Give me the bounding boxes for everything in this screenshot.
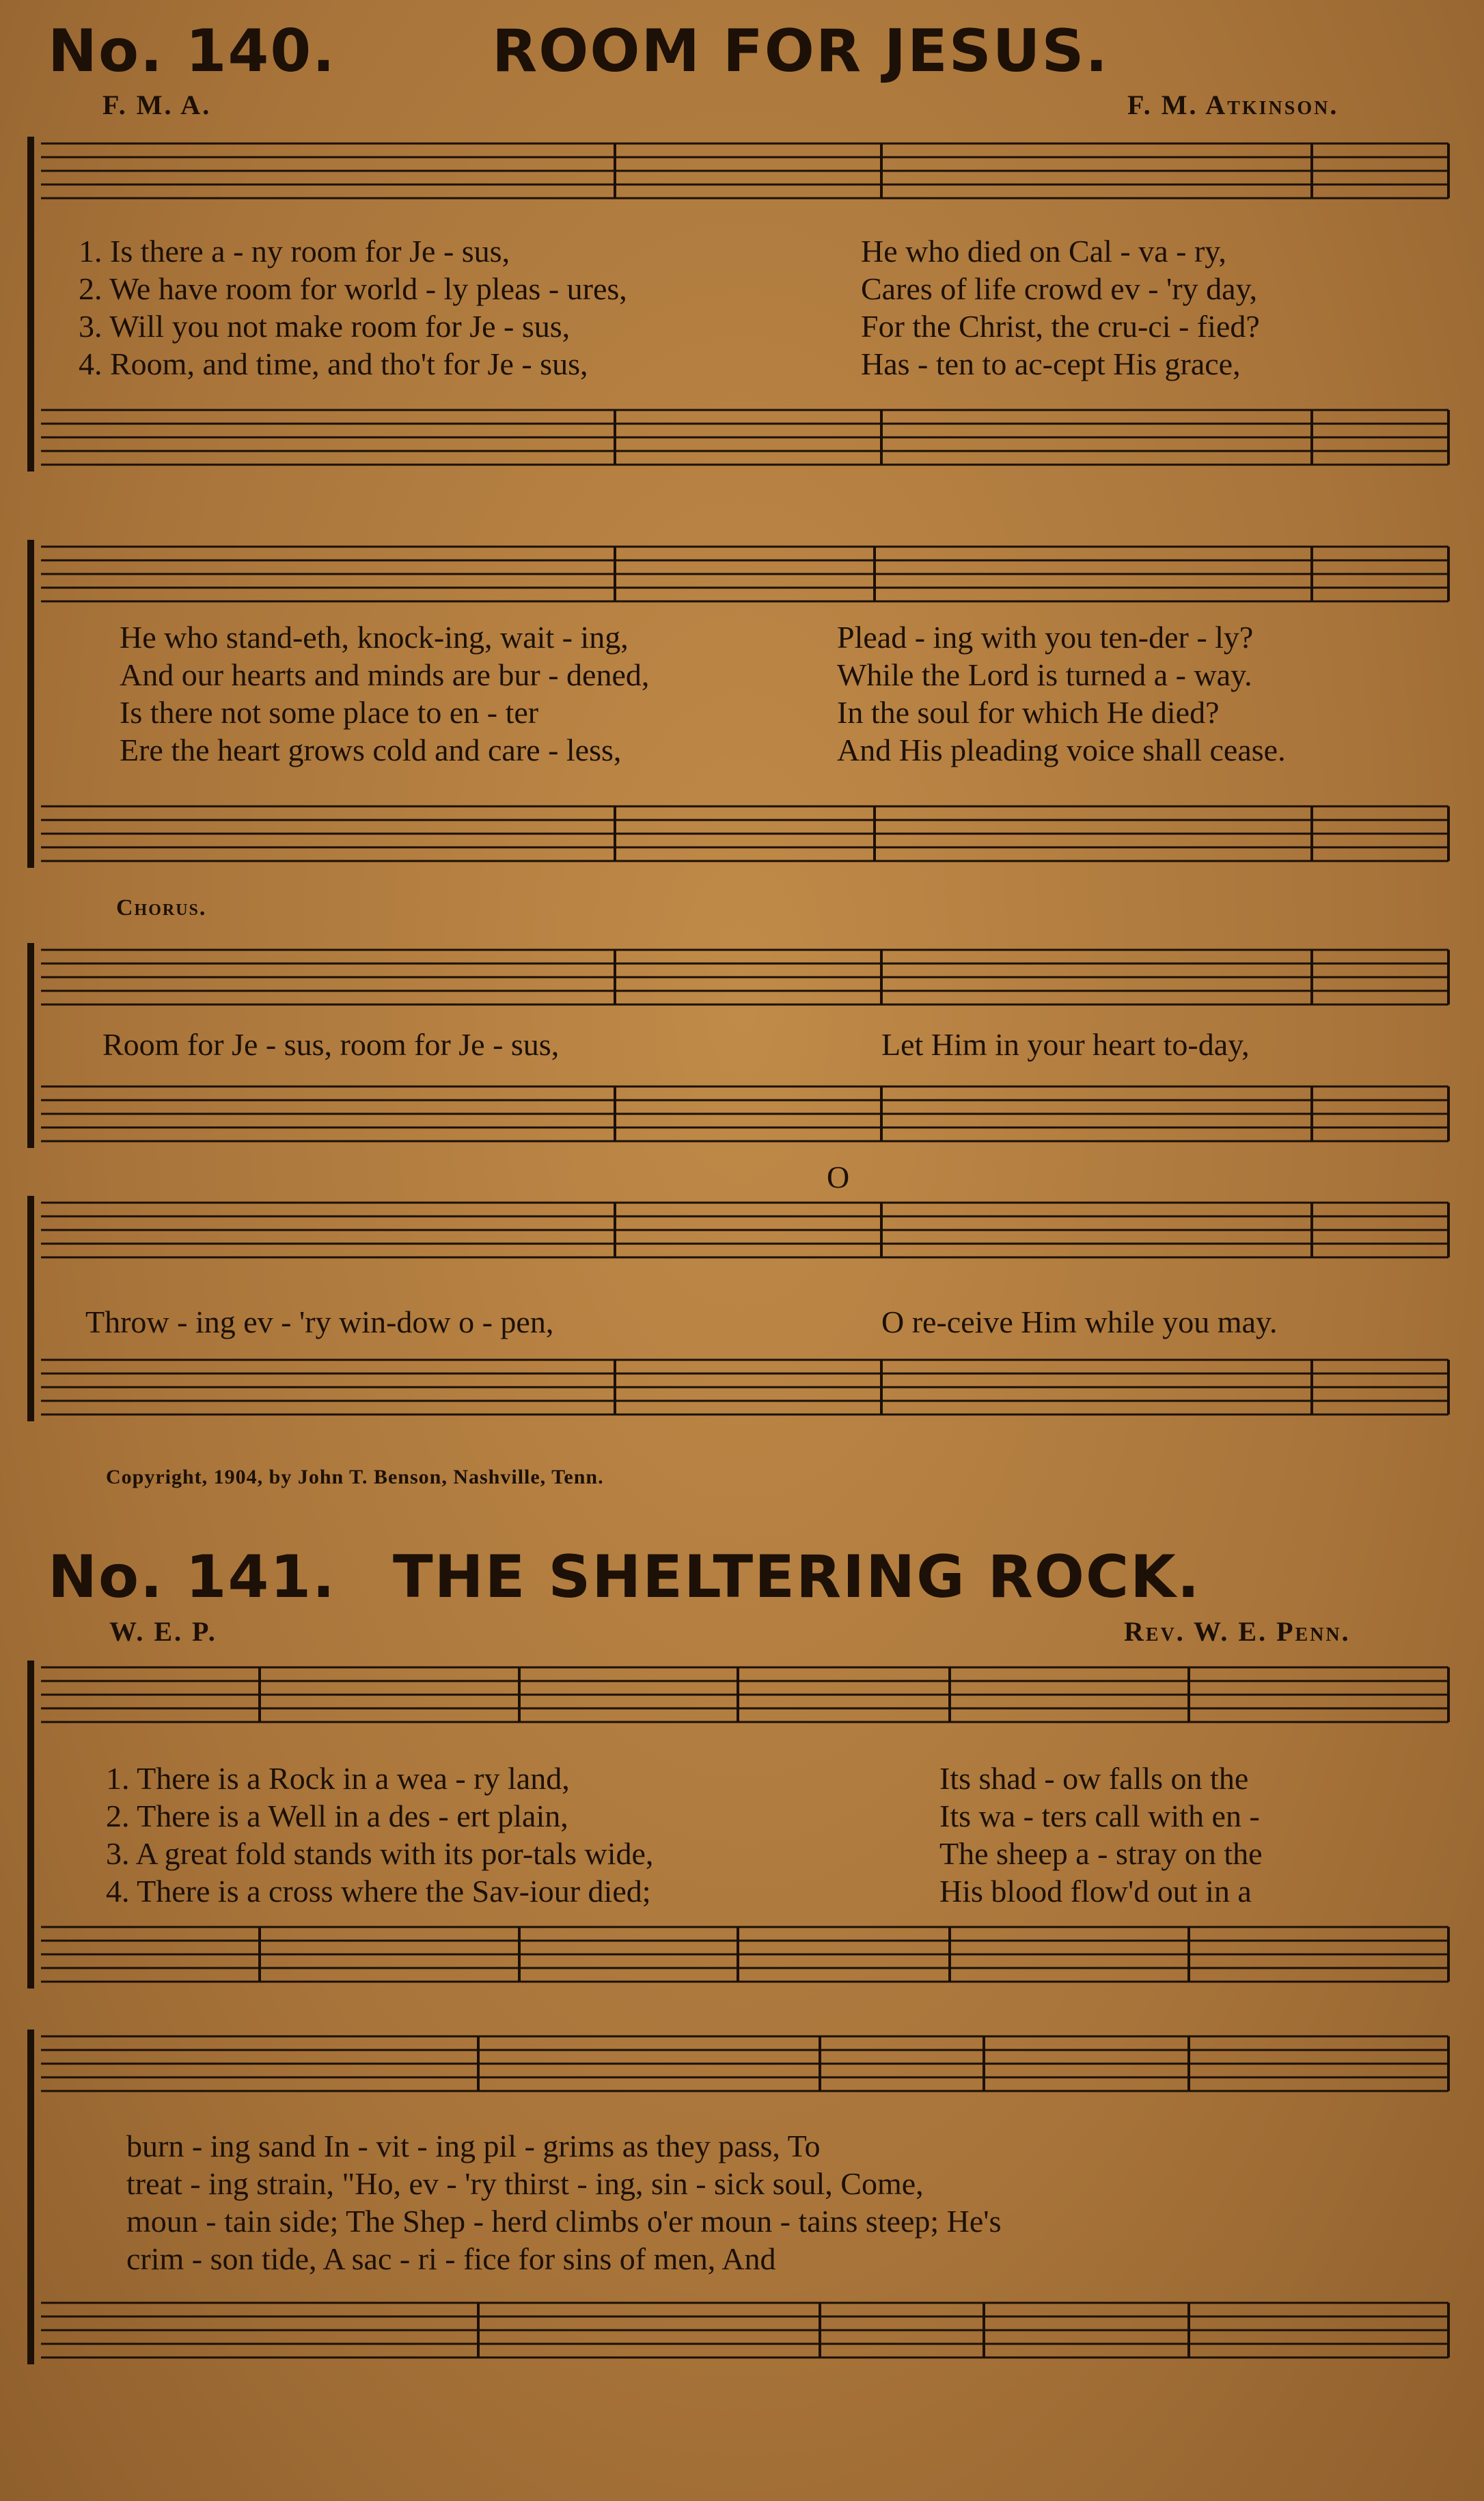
verse-line: 4. There is a cross where the Sav-iour died; xyxy=(106,1874,651,1909)
bass-staff xyxy=(27,800,1455,868)
treble-staff xyxy=(27,540,1455,608)
hymn-number: No. 141. xyxy=(48,1543,336,1611)
hymn-title: ROOM FOR JESUS. xyxy=(492,17,1110,85)
verse-line: Its wa - ters call with en - xyxy=(939,1799,1260,1833)
verse-line: burn - ing sand In - vit - ing pil - grims as they pass, To xyxy=(126,2129,821,2163)
treble-staff xyxy=(27,2030,1455,2098)
treble-staff xyxy=(27,943,1455,1011)
bass-staff xyxy=(27,1920,1455,1988)
treble-staff xyxy=(27,1196,1455,1264)
treble-staff xyxy=(27,137,1455,205)
verse-line: In the soul for which He died? xyxy=(837,695,1220,730)
words-credit: F. M. A. xyxy=(102,90,212,120)
verse-line: crim - son tide, A sac - ri - fice for sins of men, And xyxy=(126,2241,776,2276)
verse-line: moun - tain side; The Shep - herd climbs o'er moun - tains steep; He's xyxy=(126,2204,1002,2239)
copyright-notice: Copyright, 1904, by John T. Benson, Nashville, Tenn. xyxy=(106,1466,604,1488)
verse-line: Has - ten to ac-cept His grace, xyxy=(861,346,1241,381)
hymn-title: THE SHELTERING ROCK. xyxy=(393,1543,1201,1611)
bass-staff xyxy=(27,1353,1455,1421)
verse-line: 1. There is a Rock in a wea - ry land, xyxy=(106,1761,570,1796)
verse-line: 3. Will you not make room for Je - sus, xyxy=(79,309,571,344)
verse-line: 2. There is a Well in a des - ert plain, xyxy=(106,1799,568,1833)
verse-line: He who stand-eth, knock-ing, wait - ing, xyxy=(120,620,629,655)
words-credit: W. E. P. xyxy=(109,1616,217,1647)
verse-line: The sheep a - stray on the xyxy=(939,1836,1263,1871)
bass-staff xyxy=(27,403,1455,472)
verse-line: Cares of life crowd ev - 'ry day, xyxy=(861,271,1258,306)
music-credit: F. M. Atkinson. xyxy=(1127,90,1339,120)
verse-line: Plead - ing with you ten-der - ly? xyxy=(837,620,1254,655)
verse-line: 2. We have room for world - ly pleas - ures, xyxy=(79,271,627,306)
chorus-line: Let Him in your heart to-day, xyxy=(881,1027,1250,1062)
verse-line: And His pleading voice shall cease. xyxy=(837,733,1286,767)
verse-line: 4. Room, and time, and tho't for Je - sus, xyxy=(79,346,588,381)
verse-line: And our hearts and minds are bur - dened, xyxy=(120,657,650,692)
verse-line: For the Christ, the cru-ci - fied? xyxy=(861,309,1260,344)
bass-staff xyxy=(27,2296,1455,2364)
verse-line: 1. Is there a - ny room for Je - sus, xyxy=(79,234,510,269)
verse-line: While the Lord is turned a - way. xyxy=(837,657,1252,692)
chorus-line: O re-ceive Him while you may. xyxy=(881,1304,1278,1339)
verse-line: He who died on Cal - va - ry, xyxy=(861,234,1226,269)
chorus-o: O xyxy=(827,1160,850,1194)
chorus-line: Throw - ing ev - 'ry win-dow o - pen, xyxy=(85,1304,554,1339)
treble-staff xyxy=(27,1660,1455,1729)
verse-line: 3. A great fold stands with its por-tals wide, xyxy=(106,1836,654,1871)
verse-line: Ere the heart grows cold and care - less, xyxy=(120,733,622,767)
chorus-line: Room for Je - sus, room for Je - sus, xyxy=(102,1027,560,1062)
verse-line: treat - ing strain, "Ho, ev - 'ry thirst - ing, sin - sick soul, Come, xyxy=(126,2166,924,2201)
bass-staff xyxy=(27,1080,1455,1148)
music-credit: Rev. W. E. Penn. xyxy=(1124,1616,1351,1647)
verse-line: Its shad - ow falls on the xyxy=(939,1761,1249,1796)
verse-line: Is there not some place to en - ter xyxy=(120,695,539,730)
verse-line: His blood flow'd out in a xyxy=(939,1874,1252,1909)
chorus-label: Chorus. xyxy=(116,895,207,920)
hymn-number: No. 140. xyxy=(48,17,336,85)
